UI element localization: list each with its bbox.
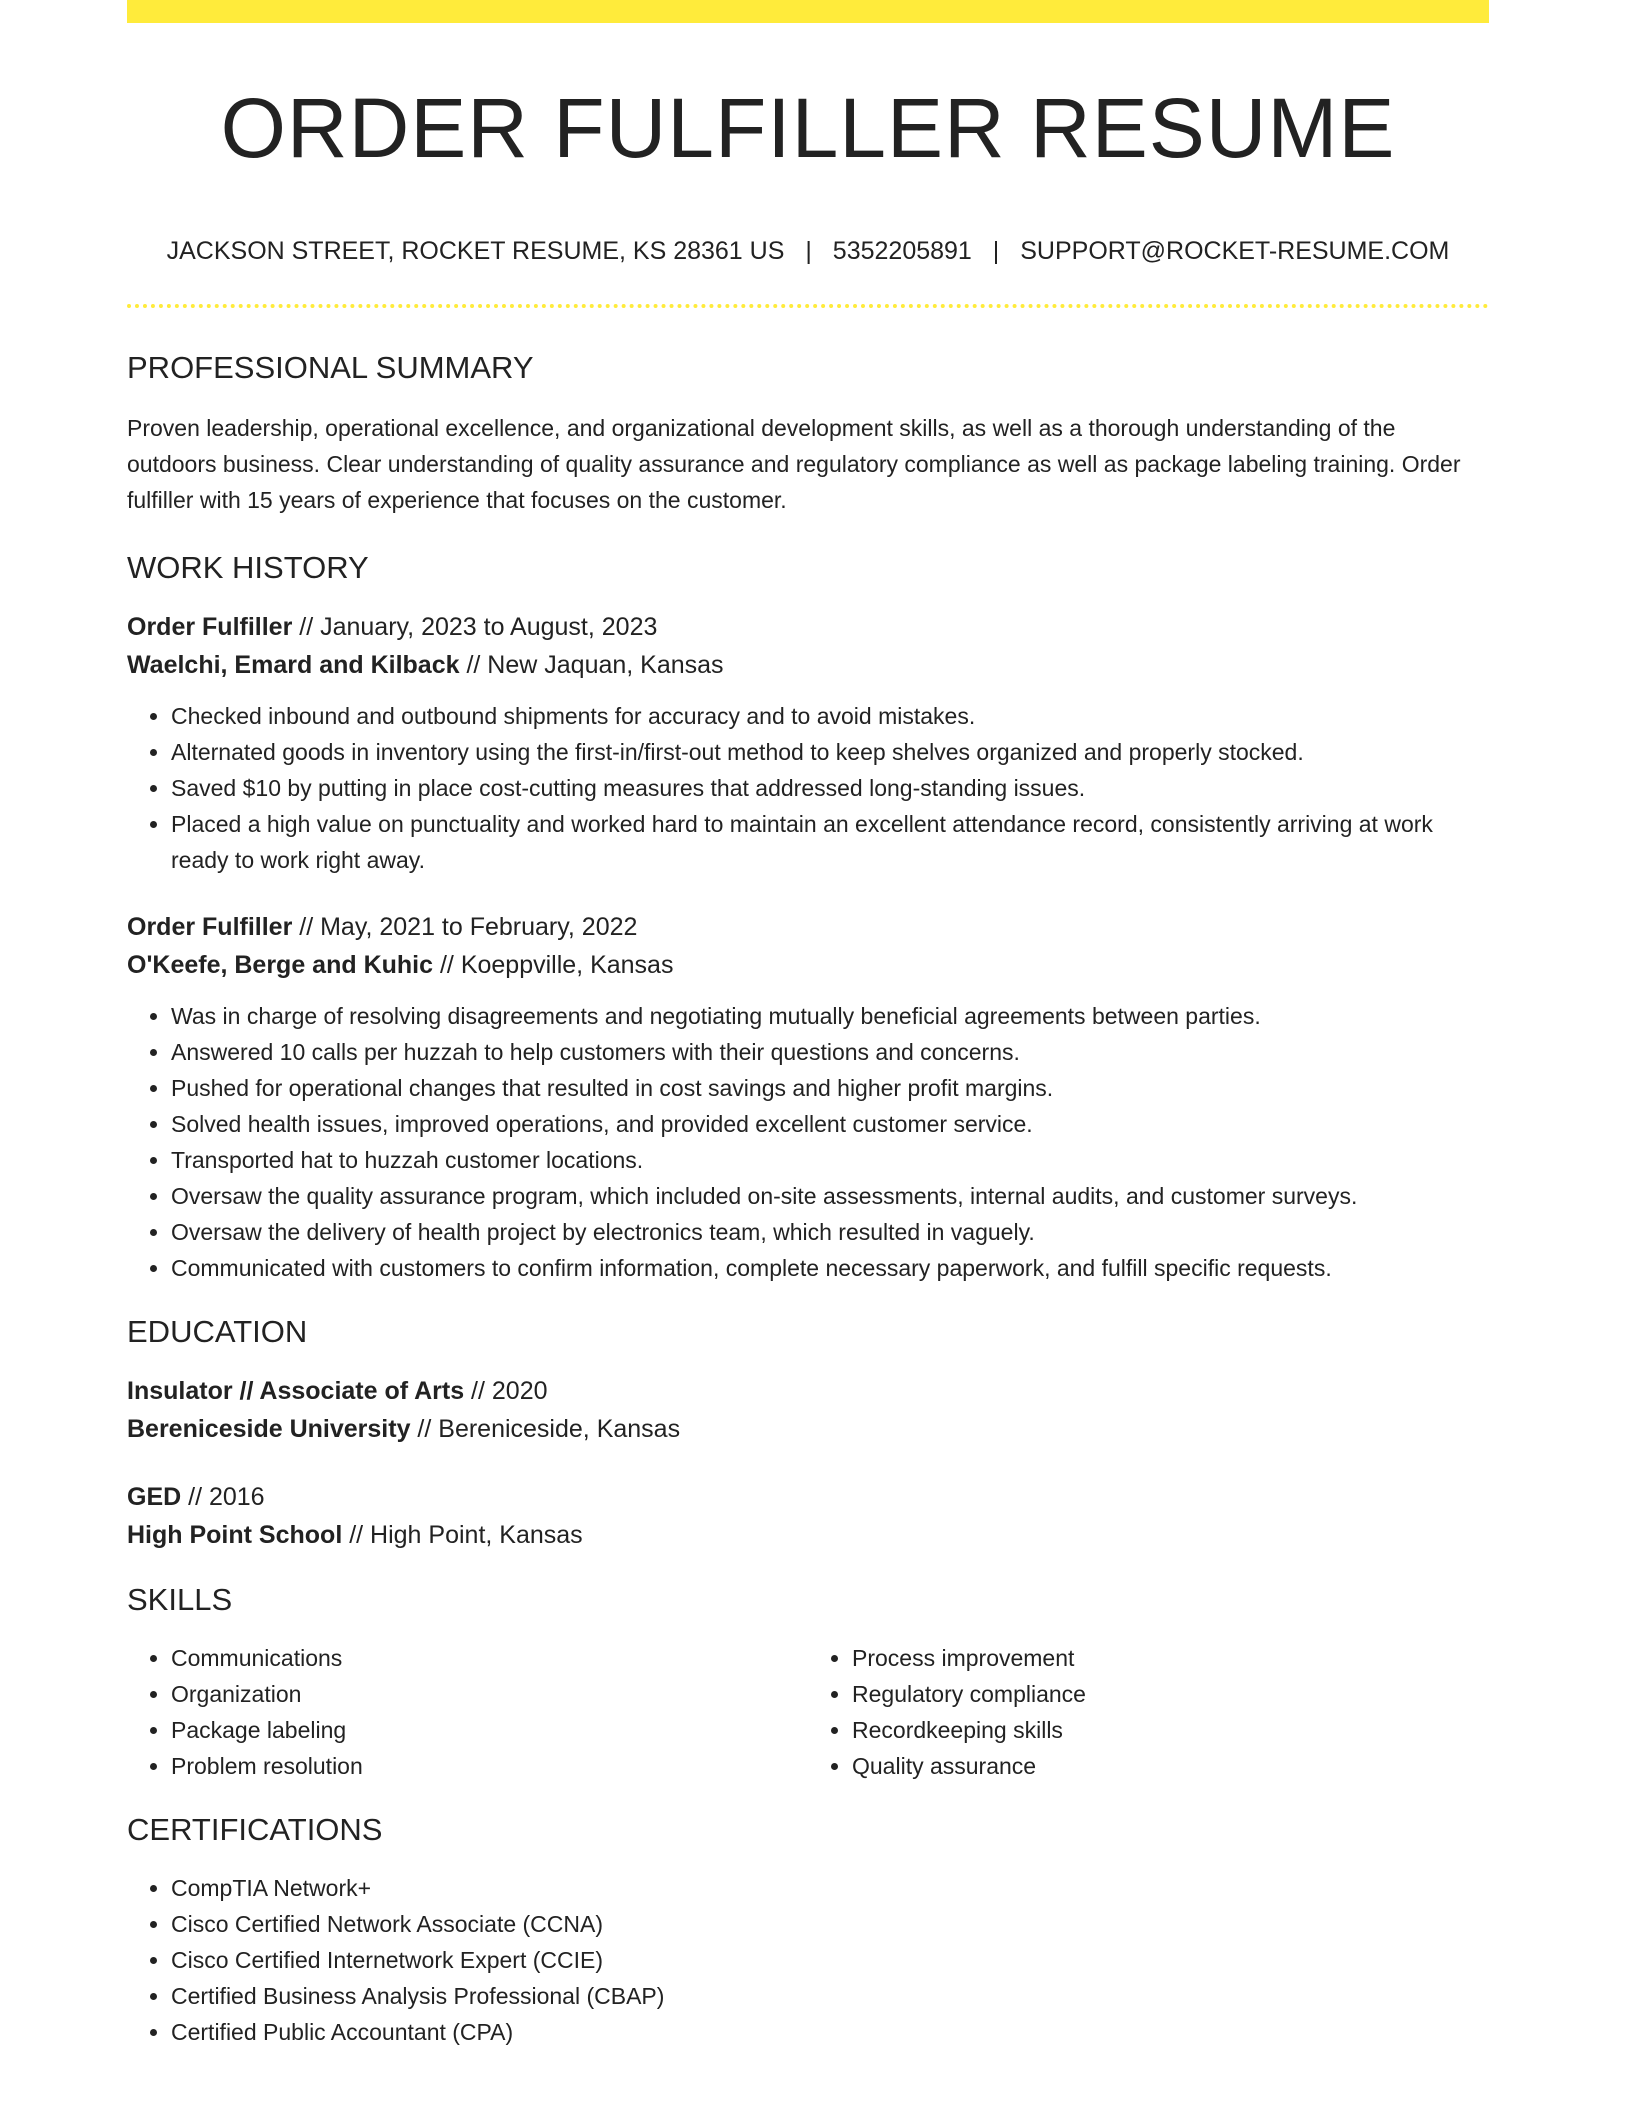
school-location: // High Point, Kansas	[342, 1521, 583, 1549]
list-item: • Cisco Certified Network Associate (CCNA)	[171, 1906, 1489, 1942]
list-item: • Organization	[171, 1676, 808, 1712]
skills-list-left	[127, 1640, 808, 1784]
job-company: O'Keefe, Berge and Kuhic	[127, 951, 434, 979]
degree-line	[127, 1478, 1489, 1516]
list-item: • Pushed for operational changes that resulted in cost savings and higher profit margins.	[171, 1070, 1489, 1106]
skills-list-right	[808, 1640, 1489, 1784]
resume-body	[127, 348, 1489, 2050]
work-history-section	[127, 548, 1489, 1286]
list-item: • Package labeling	[171, 1712, 808, 1748]
school-location: // Bereniceside, Kansas	[410, 1415, 681, 1443]
resume-title: ORDER FULFILLER RESUME	[220, 81, 1396, 175]
job-company-line	[127, 946, 1489, 984]
education-entry	[127, 1478, 1489, 1554]
degree: GED	[127, 1483, 182, 1511]
job-title: Order Fulfiller	[127, 913, 293, 941]
list-item: • Placed a high value on punctuality and worked hard to maintain an excellent attendance record, consistently arriving at work ready to work right away.	[171, 806, 1489, 878]
job-location: // New Jaquan, Kansas	[459, 651, 724, 679]
list-item: • Regulatory compliance	[852, 1676, 1489, 1712]
list-item: • Answered 10 calls per huzzah to help customers with their questions and concerns.	[171, 1034, 1489, 1070]
school-line	[127, 1516, 1489, 1554]
contact-address: JACKSON STREET, ROCKET RESUME, KS 28361 US	[166, 237, 785, 265]
contact-phone: 5352205891	[832, 237, 972, 265]
contact-separator: |	[992, 237, 1000, 265]
dotted-divider	[127, 304, 1489, 308]
contact-email: SUPPORT@ROCKET-RESUME.COM	[1020, 237, 1450, 265]
education-entry	[127, 1372, 1489, 1448]
job-entry	[127, 908, 1489, 1286]
list-item: • Checked inbound and outbound shipments for accuracy and to avoid mistakes.	[171, 698, 1489, 734]
school: High Point School	[127, 1521, 343, 1549]
list-item: • Quality assurance	[852, 1748, 1489, 1784]
section-heading-work: WORK HISTORY	[127, 550, 369, 585]
job-title-line	[127, 908, 1489, 946]
list-item: • Saved $10 by putting in place cost-cutting measures that addressed long-standing issues.	[171, 770, 1489, 806]
summary-text: Proven leadership, operational excellence, and organizational development skills, as well as a thorough understanding of the outdoors business. Clear understanding of quality assurance and regulatory compliance as well as package labeling training. Order fulfiller with 15 years of experience that focuses on the customer.	[127, 415, 1461, 513]
list-item: • CompTIA Network+	[171, 1870, 1489, 1906]
list-item: • Transported hat to huzzah customer locations.	[171, 1142, 1489, 1178]
certifications-list	[127, 1870, 1489, 2050]
job-bullets	[127, 698, 1489, 878]
job-title-line	[127, 608, 1489, 646]
job-company-line	[127, 646, 1489, 684]
contact-separator: |	[805, 237, 812, 265]
list-item: • Communicated with customers to confirm information, complete necessary paperwork, and fulfill specific requests.	[171, 1250, 1489, 1286]
degree-year: // 2020	[464, 1377, 548, 1405]
list-item: • Process improvement	[852, 1640, 1489, 1676]
education-section	[127, 1312, 1489, 1554]
skills-section	[127, 1580, 1489, 1784]
section-heading-certifications: CERTIFICATIONS	[127, 1812, 383, 1847]
list-item: • Recordkeeping skills	[852, 1712, 1489, 1748]
list-item: • Problem resolution	[171, 1748, 808, 1784]
list-item: • Certified Business Analysis Professional (CBAP)	[171, 1978, 1489, 2014]
job-entry	[127, 608, 1489, 878]
certifications-section	[127, 1810, 1489, 2050]
school-line	[127, 1410, 1489, 1448]
list-item: • Was in charge of resolving disagreements and negotiating mutually beneficial agreements between parties.	[171, 998, 1489, 1034]
section-heading-skills: SKILLS	[127, 1582, 233, 1617]
list-item: • Oversaw the quality assurance program, which included on-site assessments, internal audits, and customer surveys.	[171, 1178, 1489, 1214]
job-bullets	[127, 998, 1489, 1286]
degree-line	[127, 1372, 1489, 1410]
section-heading-summary: PROFESSIONAL SUMMARY	[127, 350, 534, 385]
job-title: Order Fulfiller	[127, 613, 293, 641]
list-item: • Solved health issues, improved operations, and provided excellent customer service.	[171, 1106, 1489, 1142]
school: Bereniceside University	[127, 1415, 411, 1443]
job-company: Waelchi, Emard and Kilback	[127, 651, 460, 679]
job-dates: // May, 2021 to February, 2022	[292, 913, 638, 941]
skills-columns	[127, 1640, 1489, 1784]
section-heading-education: EDUCATION	[127, 1314, 308, 1349]
list-item: • Communications	[171, 1640, 808, 1676]
accent-bar	[127, 0, 1489, 23]
summary-section	[127, 348, 1489, 518]
list-item: • Alternated goods in inventory using the first-in/first-out method to keep shelves organized and properly stocked.	[171, 734, 1489, 770]
degree-year: // 2016	[181, 1483, 265, 1511]
job-dates: // January, 2023 to August, 2023	[292, 613, 658, 641]
list-item: • Oversaw the delivery of health project by electronics team, which resulted in vaguely.	[171, 1214, 1489, 1250]
contact-line	[127, 235, 1489, 267]
degree: Insulator // Associate of Arts	[127, 1377, 465, 1405]
job-location: // Koeppville, Kansas	[433, 951, 674, 979]
list-item: • Cisco Certified Internetwork Expert (CCIE)	[171, 1942, 1489, 1978]
list-item: • Certified Public Accountant (CPA)	[171, 2014, 1489, 2050]
